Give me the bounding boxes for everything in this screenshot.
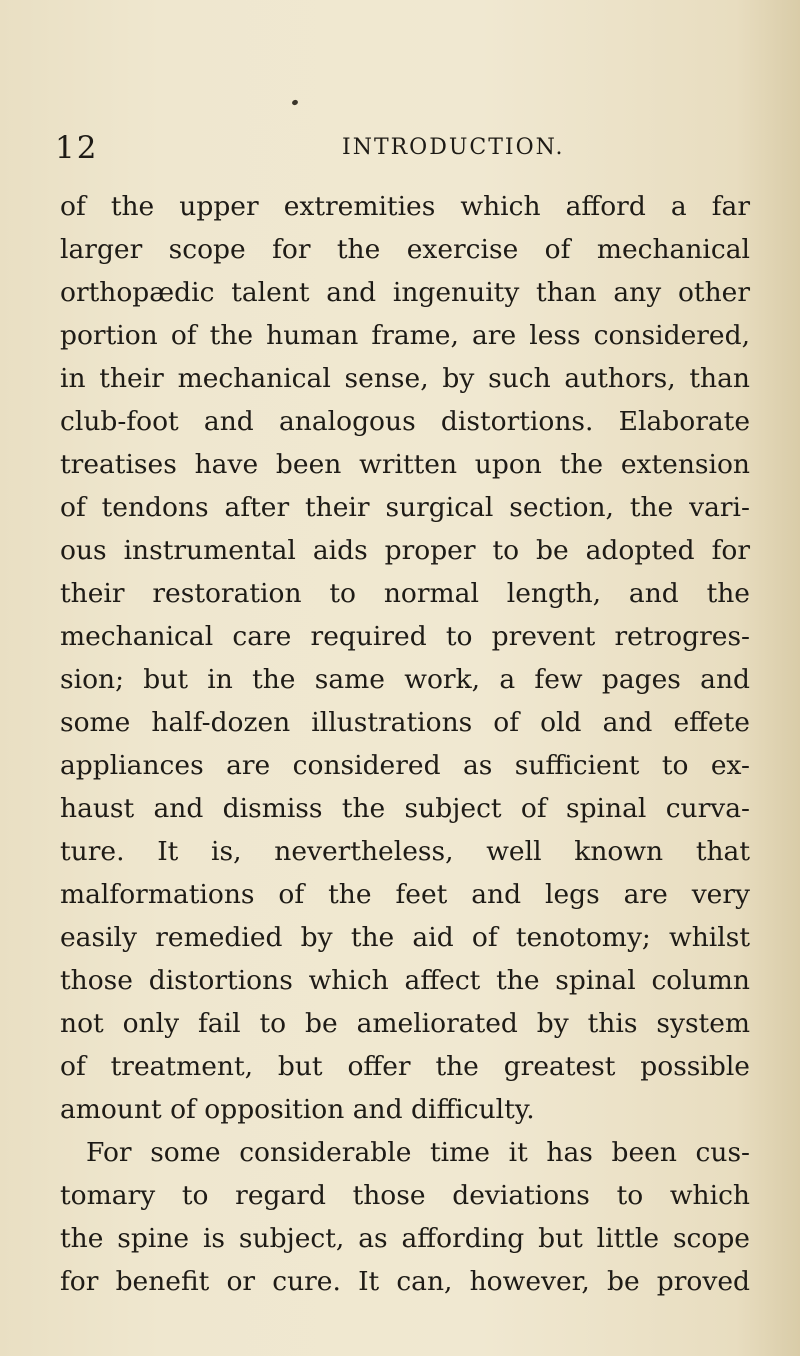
paragraph-start-line: For some considerable time it has been cus- [86,1137,750,1168]
running-head: INTRODUCTION. [342,135,565,160]
text-line: ture. It is, nevertheless, well known that [60,836,750,867]
text-line: appliances are considered as sufficient to ex- [60,750,750,781]
text-line: of treatment, but offer the greatest possible [60,1051,750,1082]
text-line: malformations of the feet and legs are very [60,879,750,910]
body-text [60,185,750,1303]
text-line: tomary to regard those deviations to which [60,1180,750,1211]
page-number: 12 [55,130,99,166]
text-line: of tendons after their surgical section, the vari- [60,492,750,523]
text-line: sion; but in the same work, a few pages and [60,664,750,695]
text-line: some half-dozen illustrations of old and effete [60,707,750,738]
text-line: easily remedied by the aid of tenotomy; whilst [60,922,750,953]
text-line: larger scope for the exercise of mechanical [60,234,750,265]
text-line: mechanical care required to prevent retrogres- [60,621,750,652]
text-line: in their mechanical sense, by such authors, than [60,363,750,394]
text-line: treatises have been written upon the extension [60,449,750,480]
text-line: orthopædic talent and ingenuity than any other [60,277,750,308]
text-line: for benefit or cure. It can, however, be proved [60,1266,750,1297]
text-line: club-foot and analogous distortions. Elaborate [60,406,750,437]
text-line: ous instrumental aids proper to be adopted for [60,535,750,566]
ink-speck [291,99,299,106]
page-header [0,128,800,168]
text-line: amount of opposition and difficulty. [60,1094,535,1125]
text-line: haust and dismiss the subject of spinal curva- [60,793,750,824]
text-line: those distortions which affect the spinal column [60,965,750,996]
text-line: of the upper extremities which afford a far [60,191,750,222]
text-line: not only fail to be ameliorated by this system [60,1008,750,1039]
text-line: portion of the human frame, are less considered, [60,320,750,351]
text-line: the spine is subject, as affording but little scope [60,1223,750,1254]
text-line: their restoration to normal length, and the [60,578,750,609]
